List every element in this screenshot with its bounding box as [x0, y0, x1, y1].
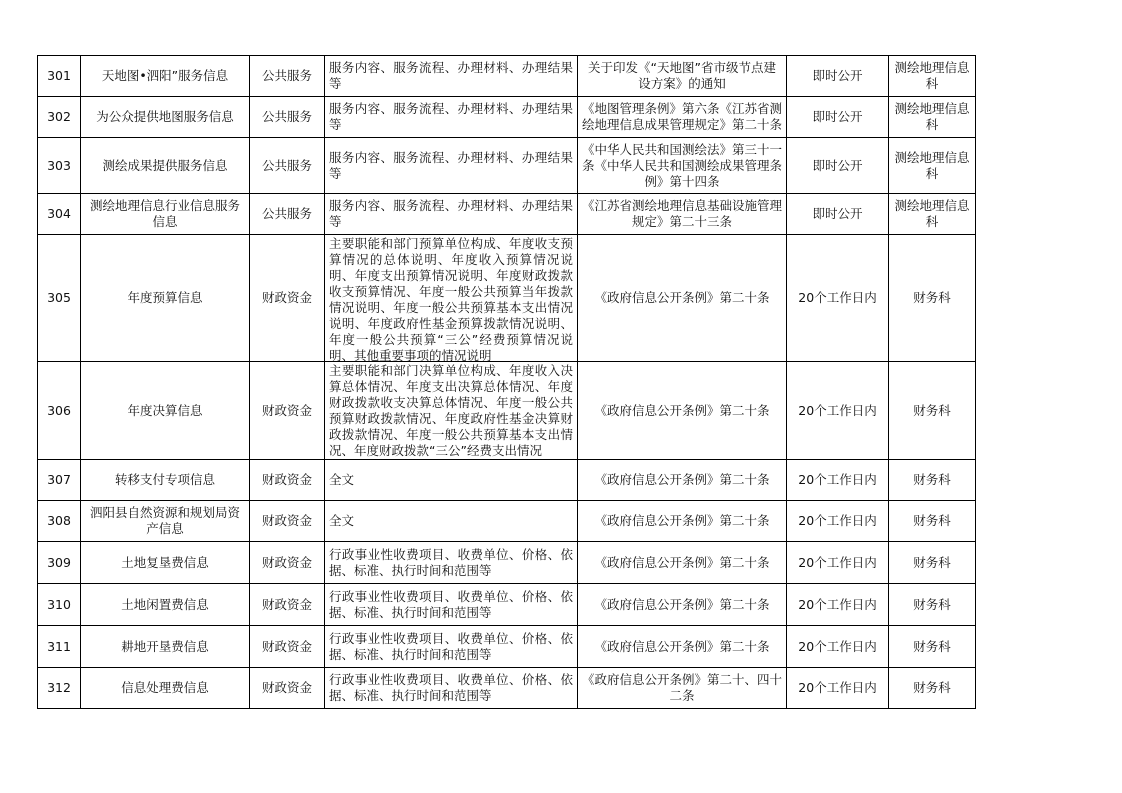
- disclosure-time: [787, 584, 889, 626]
- responsible-dept: [889, 460, 976, 501]
- table-row: [38, 501, 976, 542]
- item-basis: [578, 235, 787, 362]
- row-number-text: 309: [47, 554, 71, 570]
- row-number-text: 301: [47, 68, 71, 83]
- row-number-text: 310: [47, 596, 71, 612]
- item-basis: [578, 626, 787, 668]
- row-number-text: 311: [47, 638, 71, 654]
- row-number-text: 303: [47, 157, 71, 173]
- item-basis: [578, 138, 787, 194]
- item-basis-text: 《政府信息公开条例》第二十条: [594, 554, 770, 570]
- disclosure-time-text: 20个工作日内: [798, 290, 877, 305]
- table-row: [38, 626, 976, 668]
- item-basis: [578, 362, 787, 460]
- responsible-dept: [889, 362, 976, 460]
- row-number: [38, 501, 81, 542]
- row-number-text: 305: [47, 290, 71, 305]
- disclosure-time: [787, 97, 889, 138]
- item-content-text: 服务内容、服务流程、办理材料、办理结果等: [329, 198, 573, 229]
- disclosure-time: [787, 362, 889, 460]
- disclosure-time-text: 即时公开: [812, 68, 863, 83]
- disclosure-time: [787, 668, 889, 709]
- row-number: [38, 235, 81, 362]
- item-content: [325, 194, 578, 235]
- item-basis: [578, 194, 787, 235]
- item-content-text: 行政事业性收费项目、收费单位、价格、依据、标准、执行时间和范围等: [329, 588, 573, 620]
- responsible-dept-text: 财务科: [913, 554, 951, 570]
- item-category: [250, 56, 325, 97]
- item-category: [250, 668, 325, 709]
- responsible-dept: [889, 194, 976, 235]
- disclosure-time-text: 20个工作日内: [798, 596, 877, 612]
- item-content-text: 服务内容、服务流程、办理材料、办理结果等: [329, 101, 573, 132]
- item-category-text: 财政资金: [261, 680, 312, 695]
- item-content-text: 行政事业性收费项目、收费单位、价格、依据、标准、执行时间和范围等: [329, 672, 573, 703]
- item-name-text: 耕地开垦费信息: [121, 638, 209, 654]
- disclosure-time-text: 20个工作日内: [798, 402, 877, 418]
- responsible-dept-text: 测绘地理信息科: [894, 101, 970, 132]
- item-content: [325, 56, 578, 97]
- item-name-text: 测绘成果提供服务信息: [102, 157, 228, 173]
- item-category: [250, 194, 325, 235]
- item-basis-text: 《江苏省测绘地理信息基础设施管理规定》第二十三条: [582, 198, 782, 229]
- item-category: [250, 138, 325, 194]
- responsible-dept-text: 财务科: [913, 638, 951, 654]
- item-basis-text: 《政府信息公开条例》第二十条: [594, 290, 770, 305]
- item-content: [325, 668, 578, 709]
- item-name-text: 测绘地理信息行业信息服务信息: [89, 198, 240, 229]
- disclosure-time-text: 20个工作日内: [798, 680, 877, 695]
- responsible-dept: [889, 584, 976, 626]
- row-number-text: 307: [47, 472, 71, 487]
- item-basis-text: 《政府信息公开条例》第二十条: [594, 513, 770, 528]
- responsible-dept: [889, 56, 976, 97]
- row-number-text: 308: [47, 513, 71, 528]
- item-category-text: 财政资金: [261, 513, 312, 528]
- responsible-dept-text: 财务科: [913, 472, 951, 487]
- item-content-text: 服务内容、服务流程、办理材料、办理结果等: [329, 149, 573, 181]
- disclosure-time-text: 即时公开: [812, 206, 863, 221]
- item-basis: [578, 668, 787, 709]
- item-content: [325, 501, 578, 542]
- disclosure-time-text: 20个工作日内: [798, 554, 877, 570]
- disclosure-table: [37, 55, 976, 709]
- responsible-dept: [889, 542, 976, 584]
- disclosure-time: [787, 501, 889, 542]
- table-row: [38, 194, 976, 235]
- row-number: [38, 542, 81, 584]
- item-category-text: 财政资金: [261, 638, 312, 654]
- disclosure-time-text: 20个工作日内: [798, 513, 877, 528]
- row-number: [38, 97, 81, 138]
- item-name: [81, 501, 250, 542]
- row-number-text: 306: [47, 402, 71, 418]
- responsible-dept: [889, 138, 976, 194]
- row-number-text: 302: [47, 109, 71, 124]
- item-basis: [578, 56, 787, 97]
- item-content-text: 主要职能和部门决算单位构成、年度收入决算总体情况、年度支出决算总体情况、年度财政拨款收支决算总体情况、年度一般公共预算财政拨款情况、年度政府性基金决算财政拨款情况、年度一般公共预算基本支出情况、年度财政拨款“三公”经费支出情况: [329, 362, 573, 458]
- item-name: [81, 194, 250, 235]
- table-row: [38, 56, 976, 97]
- item-name-text: 转移支付专项信息: [114, 472, 215, 487]
- item-basis: [578, 501, 787, 542]
- item-basis-text: 《中华人民共和国测绘法》第三十一条《中华人民共和国测绘成果管理条例》第十四条: [582, 141, 782, 189]
- disclosure-time: [787, 460, 889, 501]
- row-number-text: 312: [47, 680, 71, 695]
- responsible-dept: [889, 501, 976, 542]
- responsible-dept: [889, 97, 976, 138]
- row-number: [38, 460, 81, 501]
- responsible-dept-text: 财务科: [913, 402, 951, 418]
- item-category: [250, 626, 325, 668]
- item-basis: [578, 97, 787, 138]
- disclosure-time: [787, 542, 889, 584]
- item-name: [81, 542, 250, 584]
- item-name-text: 土地闲置费信息: [121, 596, 209, 612]
- disclosure-time-text: 即时公开: [812, 109, 863, 124]
- item-content: [325, 97, 578, 138]
- disclosure-time: [787, 138, 889, 194]
- item-basis-text: 《地图管理条例》第六条《江苏省测绘地理信息成果管理规定》第二十条: [582, 101, 782, 132]
- item-basis-text: 《政府信息公开条例》第二十条: [594, 638, 770, 654]
- item-name-text: 信息处理费信息: [121, 680, 209, 695]
- item-basis-text: 《政府信息公开条例》第二十条: [594, 472, 770, 487]
- item-category: [250, 501, 325, 542]
- table-row: [38, 668, 976, 709]
- responsible-dept: [889, 626, 976, 668]
- responsible-dept-text: 测绘地理信息科: [894, 198, 970, 229]
- item-name: [81, 97, 250, 138]
- item-name: [81, 584, 250, 626]
- item-category-text: 公共服务: [261, 206, 312, 221]
- item-basis: [578, 584, 787, 626]
- row-number: [38, 138, 81, 194]
- disclosure-time: [787, 194, 889, 235]
- item-category-text: 公共服务: [261, 109, 312, 124]
- item-name-text: 天地图•泗阳”服务信息: [101, 68, 229, 83]
- item-category-text: 财政资金: [261, 290, 312, 305]
- item-basis-text: 《政府信息公开条例》第二十、四十二条: [582, 672, 782, 703]
- item-content-text: 服务内容、服务流程、办理材料、办理结果等: [329, 60, 573, 91]
- item-name: [81, 56, 250, 97]
- item-name-text: 年度预算信息: [127, 290, 203, 305]
- item-content: [325, 542, 578, 584]
- item-name-text: 为公众提供地图服务信息: [96, 109, 234, 124]
- responsible-dept-text: 测绘地理信息科: [894, 60, 970, 91]
- item-name: [81, 460, 250, 501]
- responsible-dept: [889, 235, 976, 362]
- row-number: [38, 362, 81, 460]
- item-category-text: 财政资金: [261, 596, 312, 612]
- item-content-text: 全文: [329, 472, 355, 487]
- item-basis-text: 《政府信息公开条例》第二十条: [594, 402, 770, 418]
- item-name: [81, 235, 250, 362]
- item-category-text: 财政资金: [261, 472, 312, 487]
- table-row: [38, 584, 976, 626]
- item-content-text: 行政事业性收费项目、收费单位、价格、依据、标准、执行时间和范围等: [329, 546, 573, 578]
- row-number: [38, 56, 81, 97]
- item-category: [250, 460, 325, 501]
- item-content-text: 行政事业性收费项目、收费单位、价格、依据、标准、执行时间和范围等: [329, 630, 573, 662]
- responsible-dept: [889, 668, 976, 709]
- item-basis: [578, 542, 787, 584]
- item-name-text: 土地复垦费信息: [121, 554, 209, 570]
- disclosure-time: [787, 56, 889, 97]
- item-category: [250, 362, 325, 460]
- item-content: [325, 584, 578, 626]
- item-category-text: 财政资金: [261, 554, 312, 570]
- item-name-text: 泗阳县自然资源和规划局资产信息: [89, 505, 240, 536]
- item-content-text: 主要职能和部门预算单位构成、年度收支预算情况的总体说明、年度收入预算情况说明、年度支出预算情况说明、年度财政拨款收支预算情况、年度一般公共预算当年拨款情况说明、年度一般公共预算基本支出情况说明、年度政府性基金预算拨款情况说明、年度一般公共预算“三公”经费预算情况说明、其他重要事项的情况说明: [329, 235, 573, 361]
- table-row: [38, 362, 976, 460]
- row-number: [38, 626, 81, 668]
- item-content: [325, 626, 578, 668]
- table-row: [38, 138, 976, 194]
- item-name: [81, 668, 250, 709]
- item-basis-text: 《政府信息公开条例》第二十条: [594, 596, 770, 612]
- item-category: [250, 235, 325, 362]
- item-content: [325, 460, 578, 501]
- disclosure-time: [787, 235, 889, 362]
- item-category: [250, 542, 325, 584]
- row-number: [38, 584, 81, 626]
- item-category-text: 公共服务: [261, 157, 312, 173]
- row-number: [38, 668, 81, 709]
- disclosure-time-text: 即时公开: [812, 157, 863, 173]
- row-number: [38, 194, 81, 235]
- item-category: [250, 584, 325, 626]
- item-content: [325, 362, 578, 460]
- disclosure-time-text: 20个工作日内: [798, 638, 877, 654]
- item-name-text: 年度决算信息: [127, 402, 203, 418]
- item-content-text: 全文: [329, 513, 355, 528]
- responsible-dept-text: 财务科: [913, 596, 951, 612]
- responsible-dept-text: 财务科: [913, 680, 951, 695]
- item-content: [325, 138, 578, 194]
- responsible-dept-text: 测绘地理信息科: [894, 149, 970, 181]
- item-name: [81, 626, 250, 668]
- disclosure-time: [787, 626, 889, 668]
- responsible-dept-text: 财务科: [913, 290, 951, 305]
- item-basis-text: 关于印发《“天地图”省市级节点建设方案》的通知: [588, 60, 776, 91]
- table-row: [38, 235, 976, 362]
- row-number-text: 304: [47, 206, 71, 221]
- table-row: [38, 460, 976, 501]
- responsible-dept-text: 财务科: [913, 513, 951, 528]
- item-name: [81, 362, 250, 460]
- item-content: [325, 235, 578, 362]
- item-category-text: 财政资金: [261, 402, 312, 418]
- item-name: [81, 138, 250, 194]
- disclosure-time-text: 20个工作日内: [798, 472, 877, 487]
- item-category-text: 公共服务: [261, 68, 312, 83]
- item-category: [250, 97, 325, 138]
- table-row: [38, 542, 976, 584]
- table-row: [38, 97, 976, 138]
- item-basis: [578, 460, 787, 501]
